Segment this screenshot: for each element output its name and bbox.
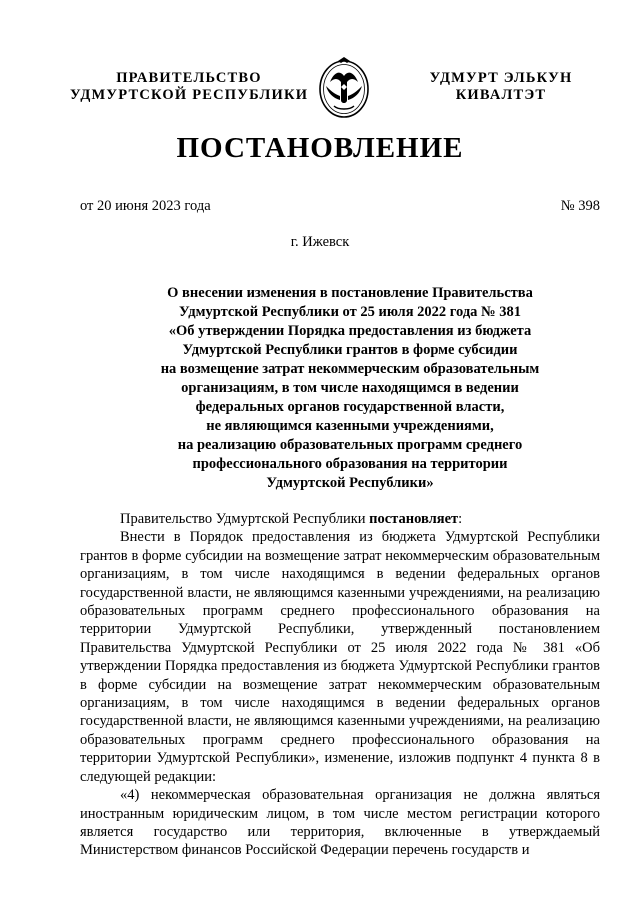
coat-of-arms-icon <box>316 56 372 120</box>
header-left-line1: ПРАВИТЕЛЬСТВО <box>116 70 262 86</box>
subject-line: не являющимся казенными учреждениями, <box>206 418 494 434</box>
intro-bold-word: постановляет <box>369 511 459 527</box>
subject-line: на реализацию образовательных программ среднего <box>177 437 523 453</box>
header-right-line2: КИВАЛТЭТ <box>455 87 547 103</box>
subject-line: на возмещение затрат некоммерческим образовательным <box>160 361 540 377</box>
body-paragraph-main: Внести в Порядок предоставления из бюджета Удмуртской Республики грантов в форме субсидии на возмещение затрат некоммерческим образовательным организациям, в том числе находящимся в ведении федеральных органов государственной власти, не являющимся казенными учреждениями, на реализацию образовательных программ среднего профессионального образования на территории Удмуртской Республики, утвержденный постановлением Правительства Удмуртской Республики от 25 июля 2022 года № 381 «Об утверждении Порядка предоставления из бюджета Удмуртской Республики грантов в форме субсидии на возмещение затрат некоммерческим образовательным организациям, в том числе находящимся в ведении федеральных органов государственной власти, не являющимся казенными учреждениями, на реализацию образовательных программ среднего профессионального образования на территории Удмуртской Республики», изменение, изложив подпункт 4 пункта 8 в следующей редакции: <box>80 529 600 785</box>
header-right <box>403 70 599 104</box>
subject-line: «Об утверждении Порядка предоставления из бюджета <box>168 323 532 339</box>
body-paragraph-intro <box>80 510 600 528</box>
document-number: № 398 <box>560 198 600 214</box>
subject-line: Удмуртской Республики от 25 июля 2022 года № 381 <box>179 304 521 320</box>
header-left <box>70 70 308 104</box>
subject-line: профессионального образования на территории <box>192 456 508 472</box>
intro-colon: : <box>458 511 463 527</box>
subject-line: О внесении изменения в постановление Правительства <box>167 285 533 301</box>
intro-text: Правительство Удмуртской Республики <box>120 511 370 527</box>
subject-line: организациям, в том числе находящимся в ведении <box>181 380 519 396</box>
header-left-line2: УДМУРТСКОЙ РЕСПУБЛИКИ <box>70 87 309 103</box>
subject-line: Удмуртской Республики грантов в форме субсидии <box>182 342 518 358</box>
subject-line: федеральных органов государственной власти, <box>195 399 505 415</box>
body-paragraph-amendment: «4) некоммерческая образовательная организация не должна являться иностранным юридическим лицом, в том числе местом регистрации которого является государство или территория, включенные в утверждаемый Министерством финансов Российской Федерации перечень государств и <box>80 787 600 859</box>
document-date: от 20 июня 2023 года <box>80 198 211 214</box>
subject-line: Удмуртской Республики» <box>266 475 434 491</box>
header-right-line1: УДМУРТ ЭЛЬКУН <box>429 70 573 86</box>
document-city: г. Ижевск <box>290 234 350 250</box>
document-subject <box>80 284 620 493</box>
document-title: ПОСТАНОВЛЕНИЕ <box>176 132 464 164</box>
document-body <box>80 510 600 860</box>
